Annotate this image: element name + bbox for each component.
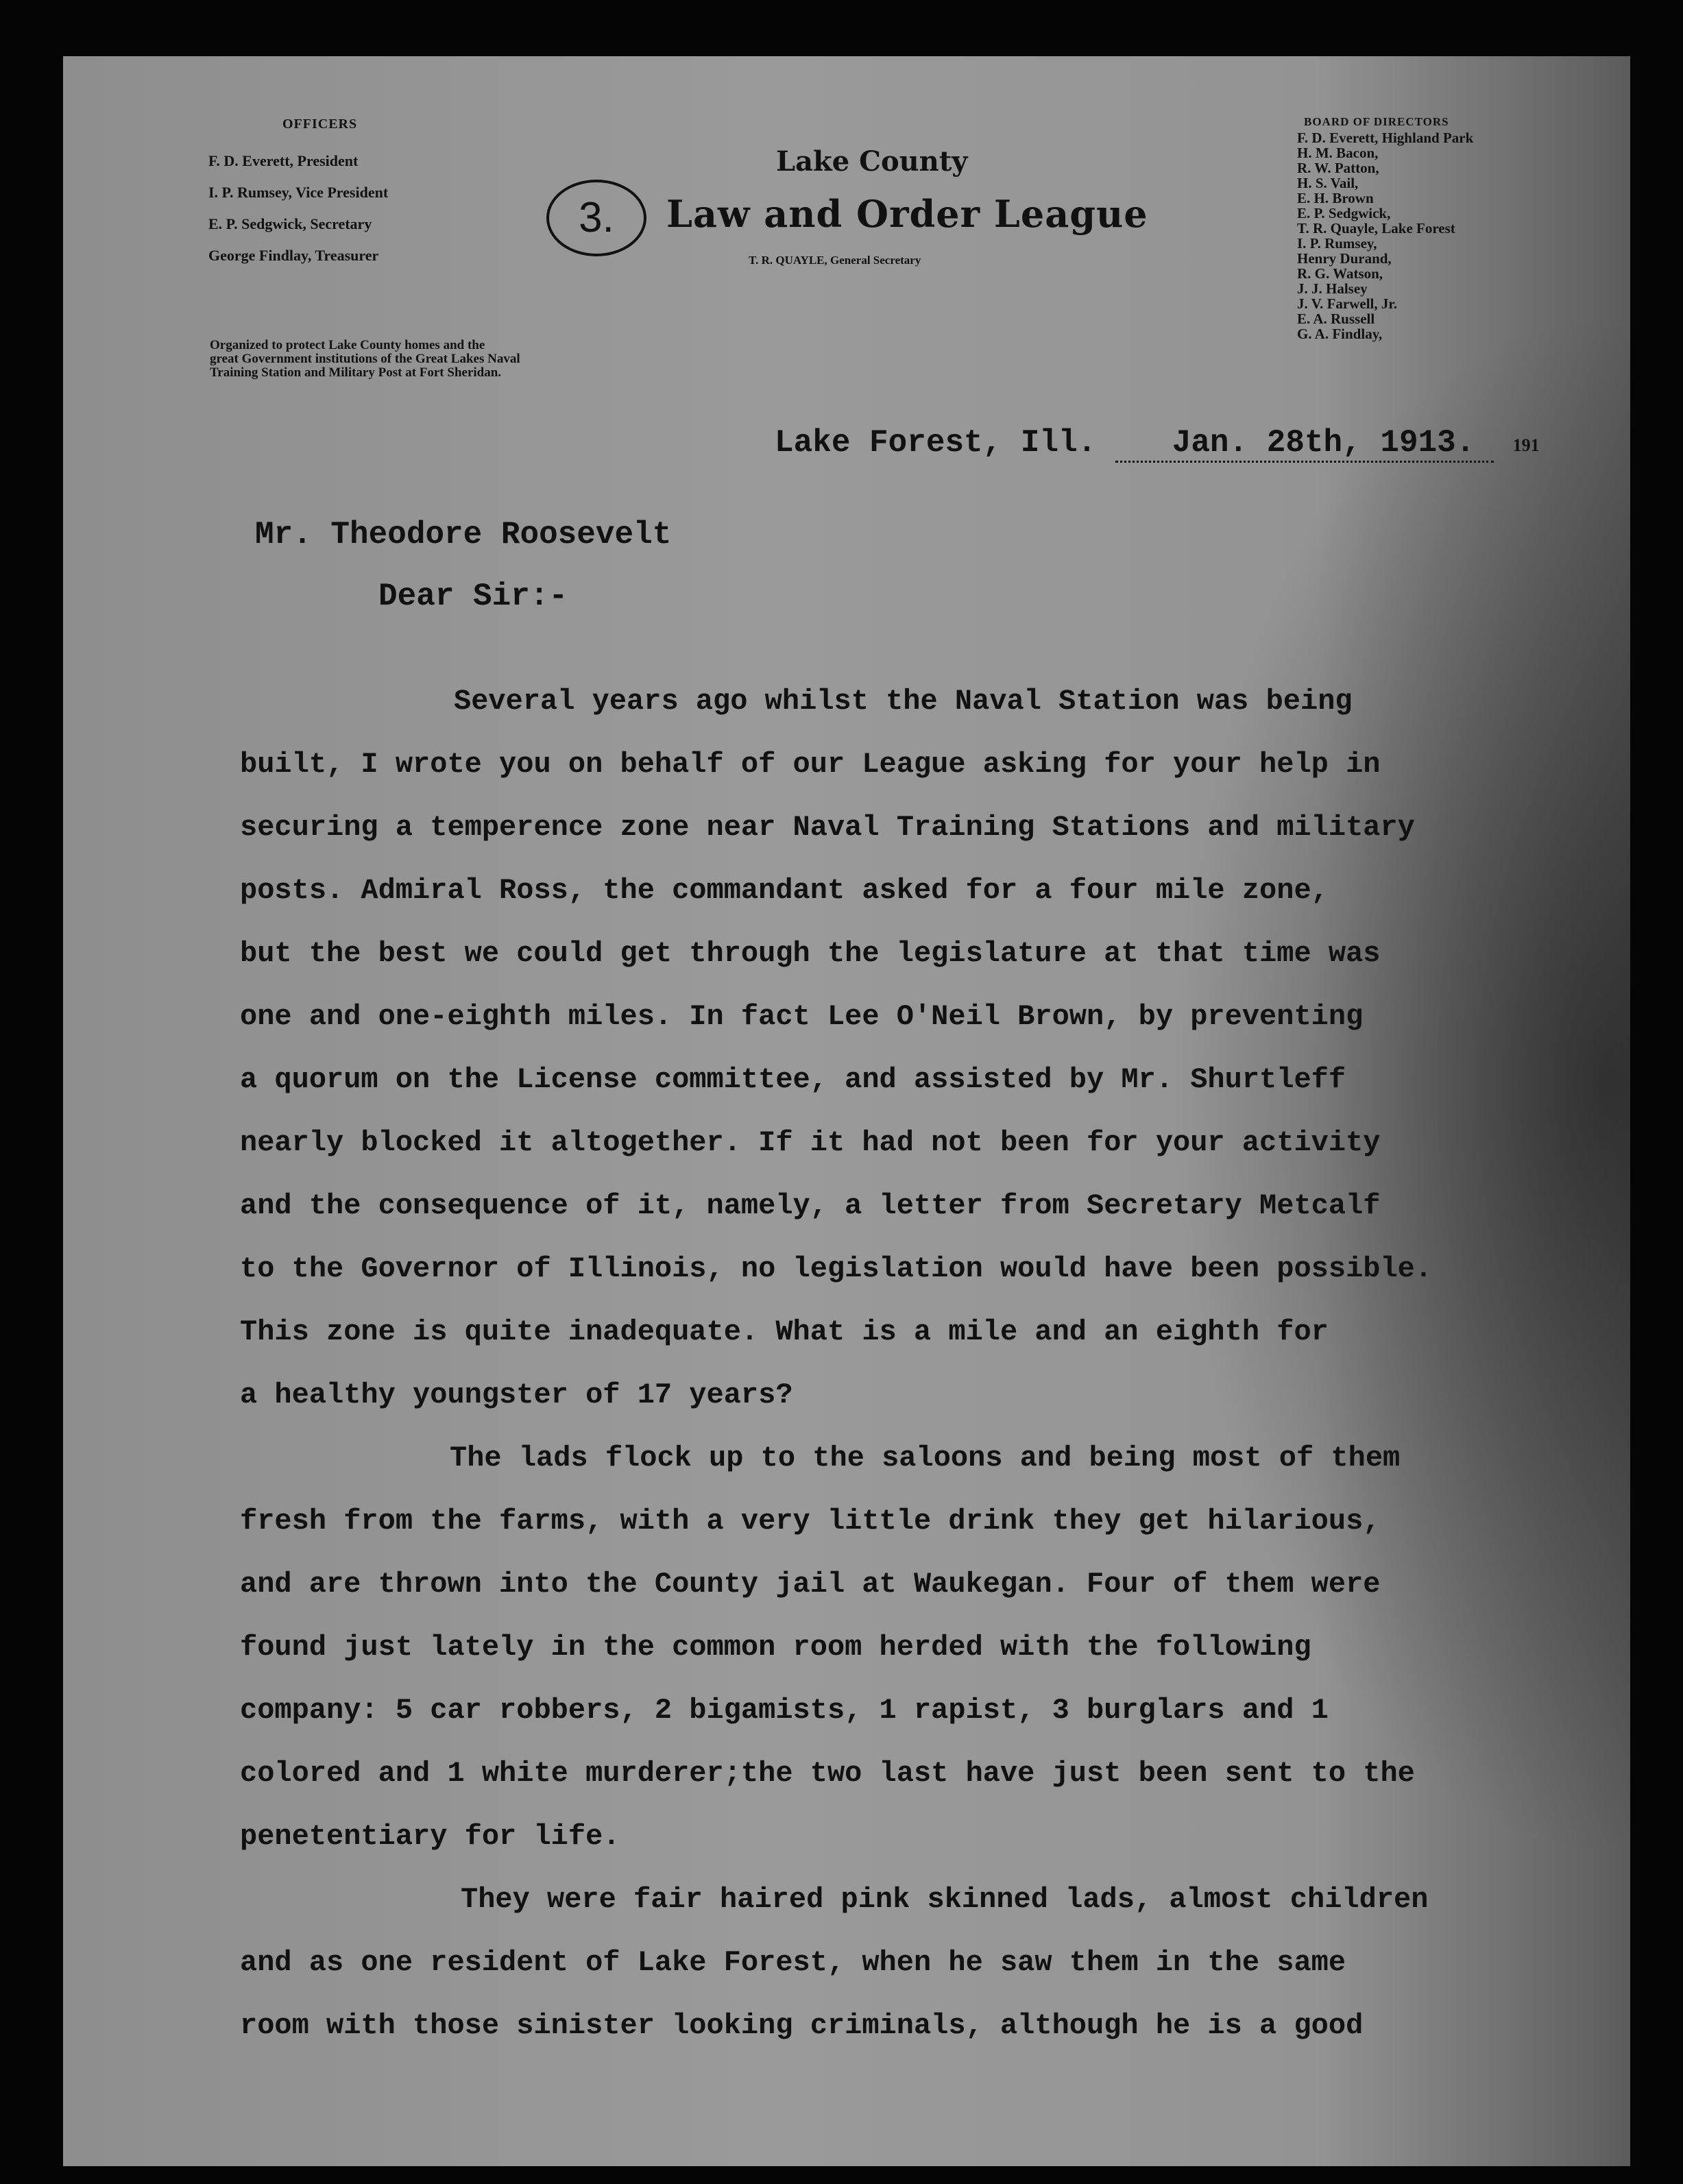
note-line: Organized to protect Lake County homes and the	[210, 338, 485, 352]
page-number-circle: 3.	[546, 180, 646, 256]
board-member: H. S. Vail,	[1297, 175, 1359, 191]
board-member: J. J. Halsey	[1297, 280, 1368, 297]
printed-year: 191	[1512, 435, 1540, 455]
body-line: but the best we could get through the legislature at that time was	[240, 937, 1381, 970]
body-line: and as one resident of Lake Forest, when he saw them in the same	[240, 1946, 1346, 1979]
officer-entry: F. D. Everett, President	[208, 152, 359, 169]
general-secretary-line: T. R. QUAYLE, General Secretary	[749, 254, 921, 267]
note-line: great Government institutions of the Great Lakes Naval	[210, 352, 520, 366]
body-line: colored and 1 white murderer;the two last have just been sent to the	[240, 1757, 1415, 1790]
officers-heading: OFFICERS	[282, 117, 358, 132]
body-line: This zone is quite inadequate. What is a mile and an eighth for	[240, 1315, 1329, 1348]
body-line: penetentiary for life.	[240, 1820, 620, 1853]
board-member: E. P. Sedgwick,	[1297, 205, 1391, 221]
recipient: Mr. Theodore Roosevelt	[255, 517, 672, 553]
board-list	[1297, 130, 1473, 341]
body-line: and the consequence of it, namely, a letter from Secretary Metcalf	[240, 1189, 1381, 1222]
body-line: securing a temperence zone near Naval Training Stations and military	[240, 811, 1415, 844]
body-line: room with those sinister looking criminals, although he is a good	[240, 2009, 1364, 2042]
body-line: They were fair haired pink skinned lads, almost children	[461, 1883, 1429, 1916]
body-line: one and one-eighth miles. In fact Lee O'Neil Brown, by preventing	[240, 1000, 1364, 1033]
body-line: to the Governor of Illinois, no legislation would have been possible.	[240, 1252, 1433, 1285]
letter-body	[240, 670, 1597, 2057]
body-line: nearly blocked it altogether. If it had not been for your activity	[240, 1126, 1381, 1159]
body-line: a quorum on the License committee, and assisted by Mr. Shurtleff	[240, 1063, 1346, 1096]
body-line: The lads flock up to the saloons and being most of them	[450, 1442, 1401, 1475]
date-text: Jan. 28th, 1913.	[1172, 425, 1475, 461]
board-member: E. A. Russell	[1297, 311, 1375, 327]
board-member: F. D. Everett, Highland Park	[1297, 130, 1474, 146]
officer-entry: I. P. Rumsey, Vice President	[208, 184, 389, 201]
body-line: and are thrown into the County jail at Waukegan. Four of them were	[240, 1568, 1381, 1601]
board-member: T. R. Quayle, Lake Forest	[1297, 220, 1455, 236]
board-member: E. H. Brown	[1297, 190, 1374, 206]
note-line: Training Station and Military Post at Fort Sheridan.	[210, 365, 502, 380]
officers-list	[208, 145, 388, 271]
body-line: company: 5 car robbers, 2 bigamists, 1 rapist, 3 burglars and 1	[240, 1694, 1329, 1727]
board-member: I. P. Rumsey,	[1297, 235, 1377, 252]
officer-entry: George Findlay, Treasurer	[208, 247, 379, 264]
body-line: fresh from the farms, with a very little drink they get hilarious,	[240, 1505, 1381, 1538]
letterhead-county: Lake County	[776, 145, 968, 178]
board-heading: BOARD OF DIRECTORS	[1304, 115, 1449, 128]
board-member: R. W. Patton,	[1297, 160, 1379, 176]
body-line: a healthy youngster of 17 years?	[240, 1379, 793, 1411]
organization-note	[210, 339, 758, 380]
greeting: Dear Sir:-	[378, 579, 568, 614]
officer-entry: E. P. Sedgwick, Secretary	[208, 215, 372, 232]
body-line: Several years ago whilst the Naval Station was being	[454, 685, 1353, 718]
letter-page	[63, 56, 1630, 2166]
board-member: Henry Durand,	[1297, 250, 1392, 267]
body-line: built, I wrote you on behalf of our League asking for your help in	[240, 748, 1381, 781]
board-member: G. A. Findlay,	[1297, 326, 1383, 342]
dateline-place: Lake Forest, Ill.	[775, 425, 1097, 461]
dateline-date	[1115, 425, 1494, 463]
board-member: J. V. Farwell, Jr.	[1297, 295, 1398, 312]
body-line: posts. Admiral Ross, the commandant asked for a four mile zone,	[240, 874, 1329, 907]
board-member: R. G. Watson,	[1297, 265, 1383, 282]
board-member: H. M. Bacon,	[1297, 145, 1379, 161]
letterhead-title: Law and Order League	[666, 192, 1148, 236]
body-line: found just lately in the common room herded with the following	[240, 1631, 1311, 1664]
dateline	[775, 425, 1540, 461]
